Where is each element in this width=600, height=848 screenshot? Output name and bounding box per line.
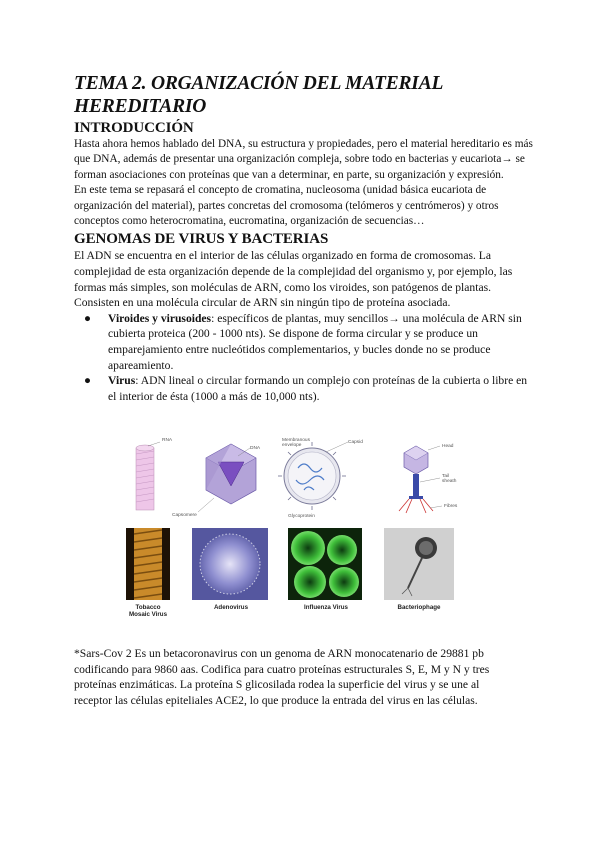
bullet-icon: ● bbox=[84, 311, 92, 325]
virus-diagrams bbox=[126, 438, 470, 524]
genome-bullet-list bbox=[74, 311, 534, 405]
virus-figure bbox=[126, 438, 470, 618]
tmv-micrograph bbox=[126, 528, 170, 600]
intro-paragraph-2: En este tema se repasará el concepto de cromatina, nucleosoma (unidad básica eucariota de organización del material), partes concretas del cromosoma (telómeros y centrómeros) y otros conceptos como heterocromatina, eucromatina, organización de secuencias… bbox=[74, 184, 499, 228]
bacteriophage-micrograph bbox=[384, 528, 454, 600]
genomes-heading: GENOMAS DE VIRUS Y BACTERIAS bbox=[74, 231, 329, 248]
label-head: Head bbox=[442, 444, 454, 449]
bacteriophage-diagram bbox=[399, 446, 442, 513]
virus-micrographs bbox=[126, 528, 470, 600]
tmv-diagram bbox=[136, 442, 160, 510]
list-item-term: Virus bbox=[108, 374, 136, 388]
label-fibres: Fibres bbox=[444, 504, 458, 509]
label-dna: DNA bbox=[250, 446, 261, 451]
influenza-micrograph bbox=[288, 528, 362, 600]
label-glycoprotein: Glycoprotein bbox=[288, 514, 315, 519]
caption-bacteriophage: Bacteriophage bbox=[397, 604, 441, 611]
label-membranous-envelope: Membranous envelope bbox=[282, 438, 310, 448]
list-item bbox=[84, 311, 534, 373]
label-capsid: Capsid bbox=[348, 440, 363, 445]
page-content bbox=[74, 72, 534, 404]
intro-heading: INTRODUCCIÓN bbox=[74, 120, 194, 136]
page-title: TEMA 2. ORGANIZACIÓN DEL MATERIAL HEREDITARIO bbox=[74, 73, 443, 117]
label-capsomere: Capsomere bbox=[172, 513, 197, 518]
adenovirus-micrograph bbox=[192, 528, 268, 600]
influenza-diagram bbox=[278, 442, 348, 510]
list-item bbox=[84, 373, 534, 404]
caption-tmv: Tobacco Mosaic Virus bbox=[128, 604, 168, 618]
bullet-icon: ● bbox=[84, 374, 92, 388]
list-item-term: Viroides y virusoides bbox=[108, 311, 212, 325]
caption-adenovirus: Adenovirus bbox=[213, 604, 249, 611]
label-rna: RNA bbox=[162, 438, 173, 443]
caption-influenza: Influenza Virus bbox=[304, 604, 348, 611]
adenovirus-diagram bbox=[198, 444, 256, 512]
list-item-text: : ADN lineal o circular formando un complejo con proteínas de la cubierta o libre en el interior de ésta (1000 a más de 10,000 nts). bbox=[108, 374, 528, 403]
sars-cov-2-note: *Sars-Cov 2 Es un betacoronavirus con un genoma de ARN monocatenario de 29881 pb codificando para 9860 aas. Codifica para cuatro proteínas estructurales S, E, M y N y tres proteínas enzimáticas. La proteína S glicosilada rodea la superficie del virus y se une al receptor las células epiteliales ACE2, lo que produce la entrada del virus en las células. bbox=[74, 647, 490, 707]
label-tail-sheath: Tail sheath bbox=[442, 474, 457, 484]
intro-paragraph-1: Hasta ahora hemos hablado del DNA, su estructura y propiedades, pero el material hereditario es más que DNA, además de presentar una organización compleja, sobre todo en bacterias y eucariota→ se forman asociaciones con proteínas que van a determinar, en parte, su organización y expresión. bbox=[74, 138, 533, 181]
list-item-text: : específicos de plantas, muy sencillos→ una molécula de ARN sin cubierta proteica (200 - 1000 nts). Se dispone de forma circular y se produce un emparejamiento entre nucleótidos complementarios, y bucles donde no se produce apareamiento. bbox=[108, 311, 522, 372]
genomes-paragraph: El ADN se encuentra en el interior de las células organizado en forma de cromosomas. La complejidad de esta organización depende de la complejidad del organismo y, por ejemplo, las formas más simples, son moléculas de ARN, como los viroides, son patógenos de plantas. Consisten en una molécula circular de ARN sin ningún tipo de proteína asociada. bbox=[74, 249, 513, 310]
